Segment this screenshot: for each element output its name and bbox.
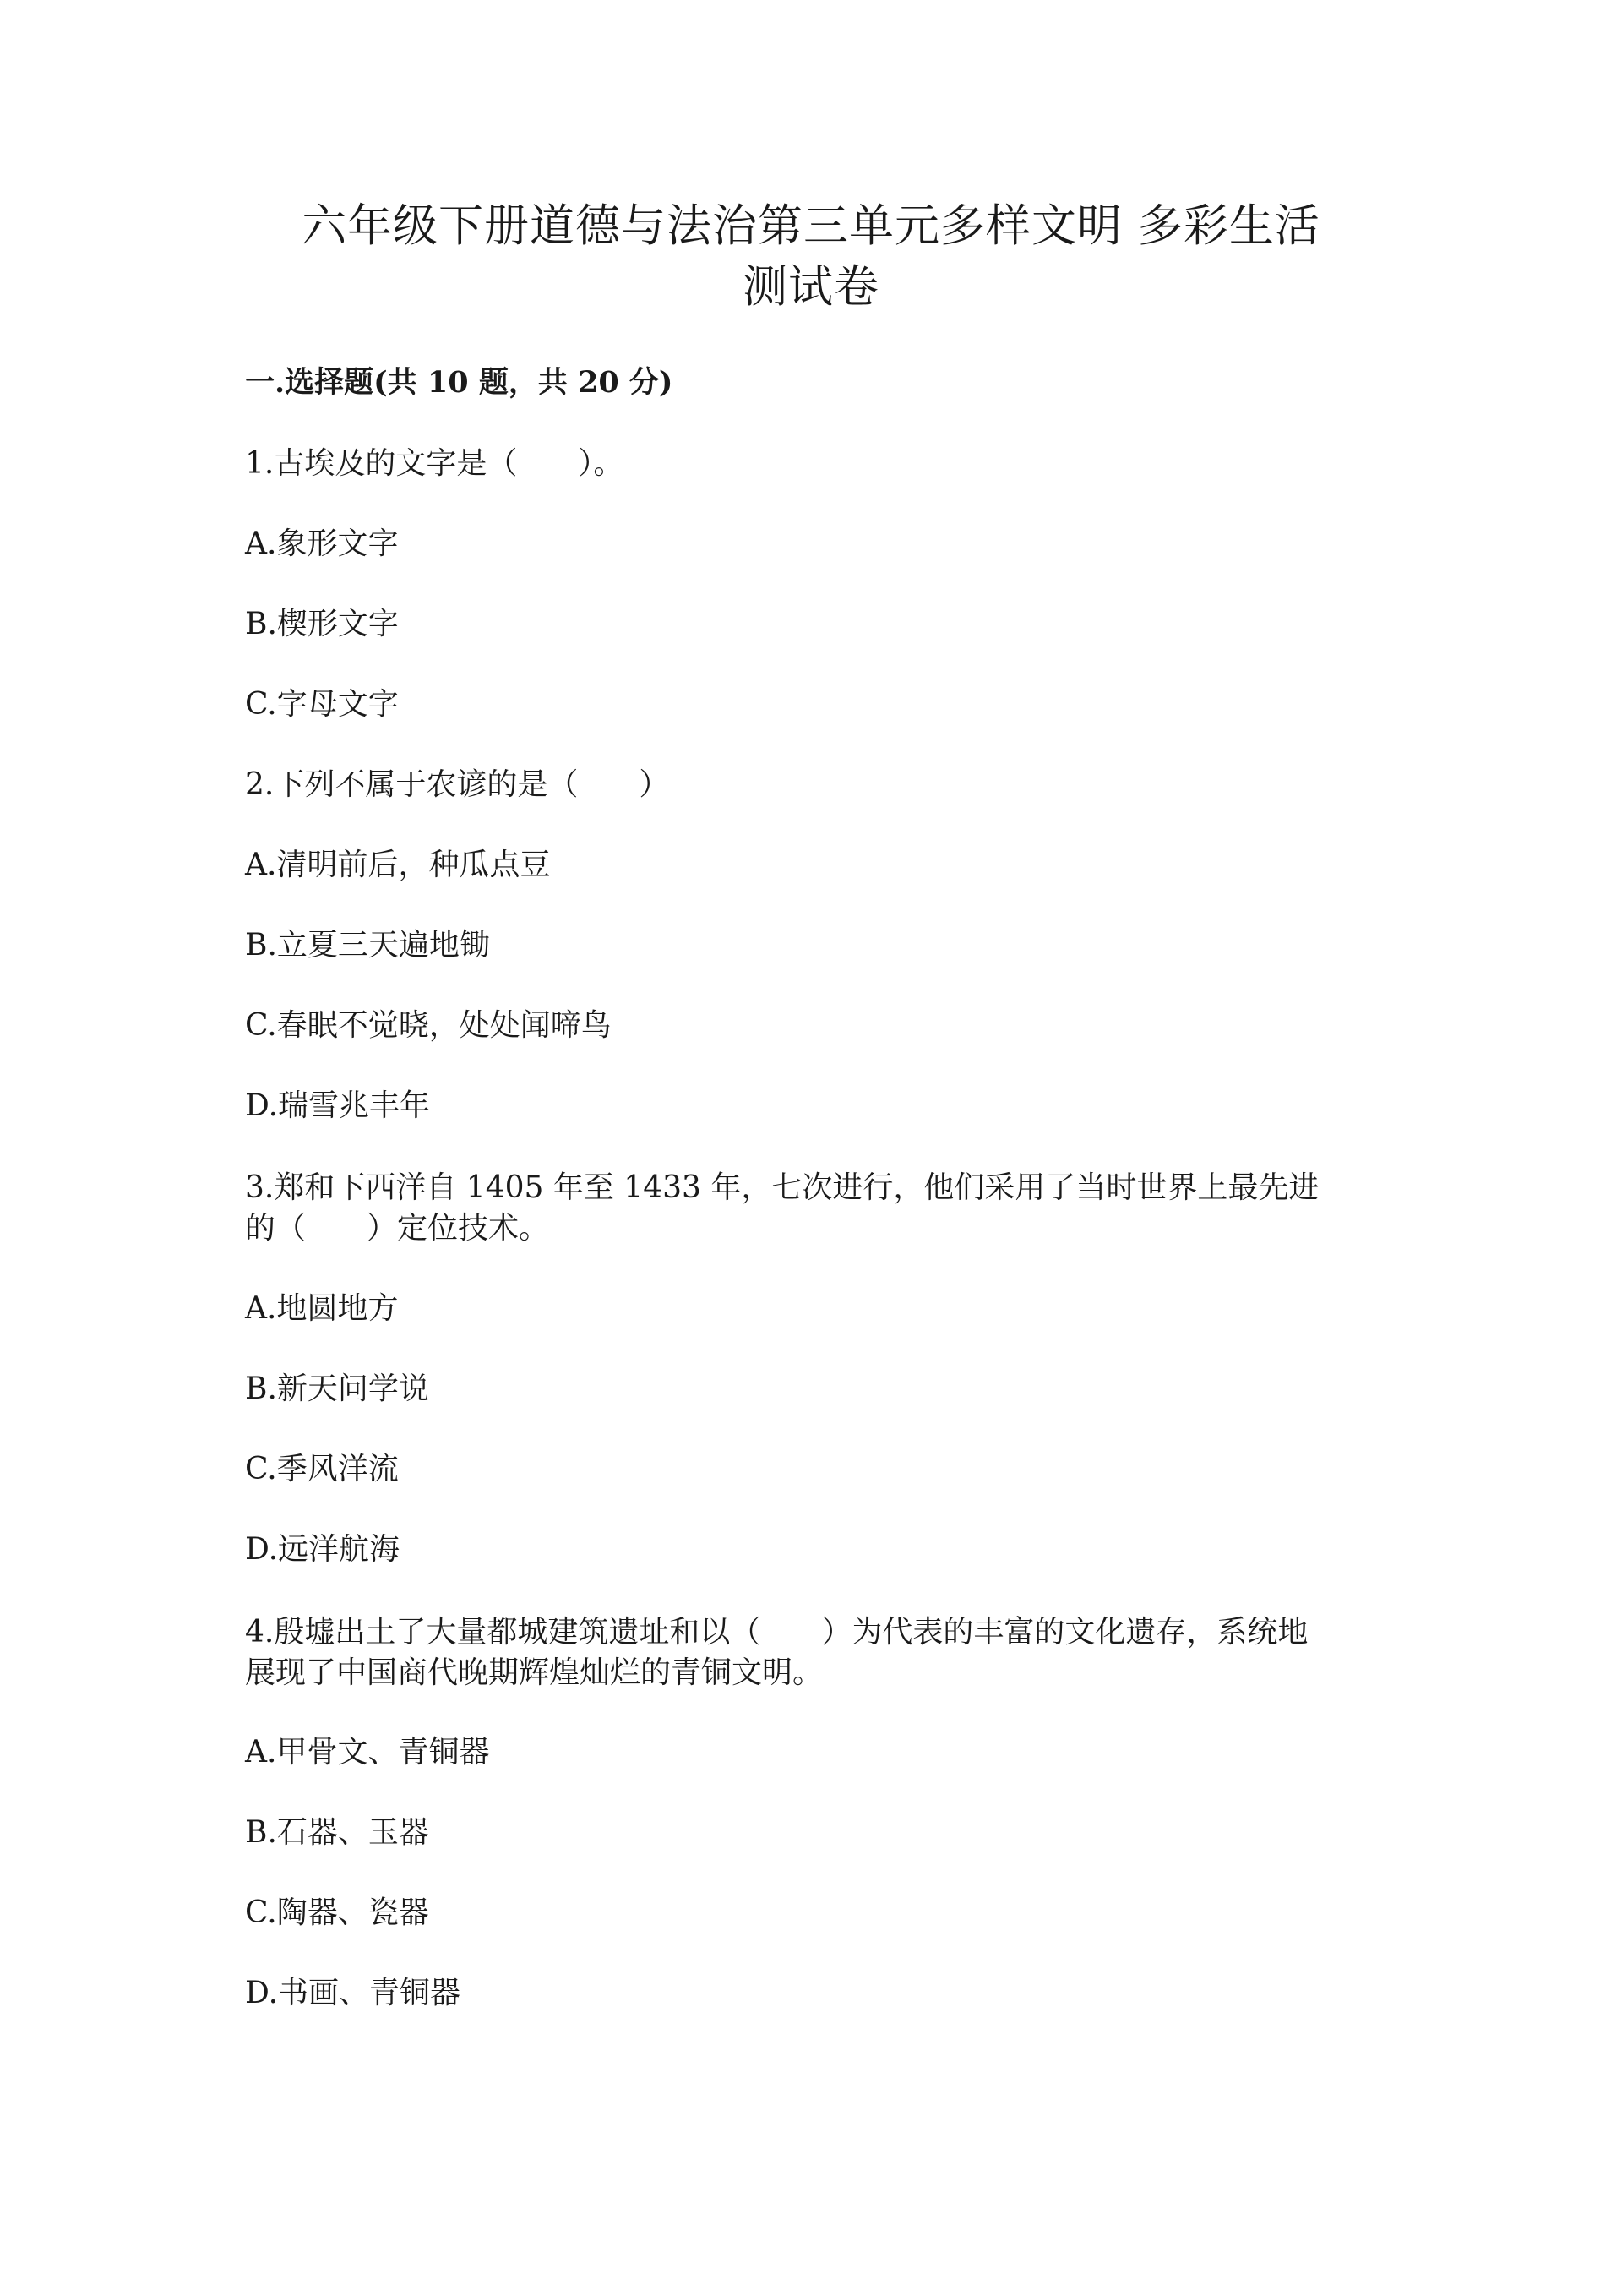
question-2-option-a: A.清明前后，种瓜点豆 xyxy=(245,848,551,882)
question-2-option-b: B.立夏三天遍地锄 xyxy=(245,928,490,963)
question-1-option-c: C.字母文字 xyxy=(245,687,399,722)
question-3-option-c: C.季风洋流 xyxy=(245,1452,399,1486)
question-1-option-b: B.楔形文字 xyxy=(245,607,399,641)
question-1-option-a: A.象形文字 xyxy=(245,526,399,561)
question-2-stem: 2.下列不属于农谚的是（ ） xyxy=(245,767,670,802)
question-3-stem-line-2: 的（ ）定位技术。 xyxy=(245,1211,550,1246)
question-3-option-d: D.远洋航海 xyxy=(245,1532,400,1567)
title-line-1: 六年级下册道德与法治第三单元多样文明 多彩生活 xyxy=(302,200,1320,252)
question-3-option-b: B.新天问学说 xyxy=(245,1372,429,1406)
page-title xyxy=(203,196,1419,318)
question-3-option-a: A.地圆地方 xyxy=(245,1291,399,1326)
question-2-option-d: D.瑞雪兆丰年 xyxy=(245,1088,431,1123)
question-1-stem: 1.古埃及的文字是（ ）。 xyxy=(245,446,624,481)
question-4-option-a: A.甲骨文、青铜器 xyxy=(245,1735,490,1770)
question-4-stem-line-1: 4.殷墟出土了大量都城建筑遗址和以（ ）为代表的丰富的文化遗存，系统地 xyxy=(245,1615,1309,1650)
section-heading: 一.选择题(共 10 题，共 20 分) xyxy=(245,365,673,400)
title-line-2: 测试卷 xyxy=(743,261,879,313)
question-2-option-c: C.春眠不觉晓，处处闻啼鸟 xyxy=(245,1008,612,1043)
question-4-stem-line-2: 展现了中国商代晚期辉煌灿烂的青铜文明。 xyxy=(245,1655,824,1690)
question-4-option-b: B.石器、玉器 xyxy=(245,1815,429,1850)
question-4-option-c: C.陶器、瓷器 xyxy=(245,1895,429,1930)
question-4-option-d: D.书画、青铜器 xyxy=(245,1976,461,2010)
question-3-stem-line-1: 3.郑和下西洋自 1405 年至 1433 年，七次进行，他们采用了当时世界上最先进 xyxy=(245,1170,1320,1205)
